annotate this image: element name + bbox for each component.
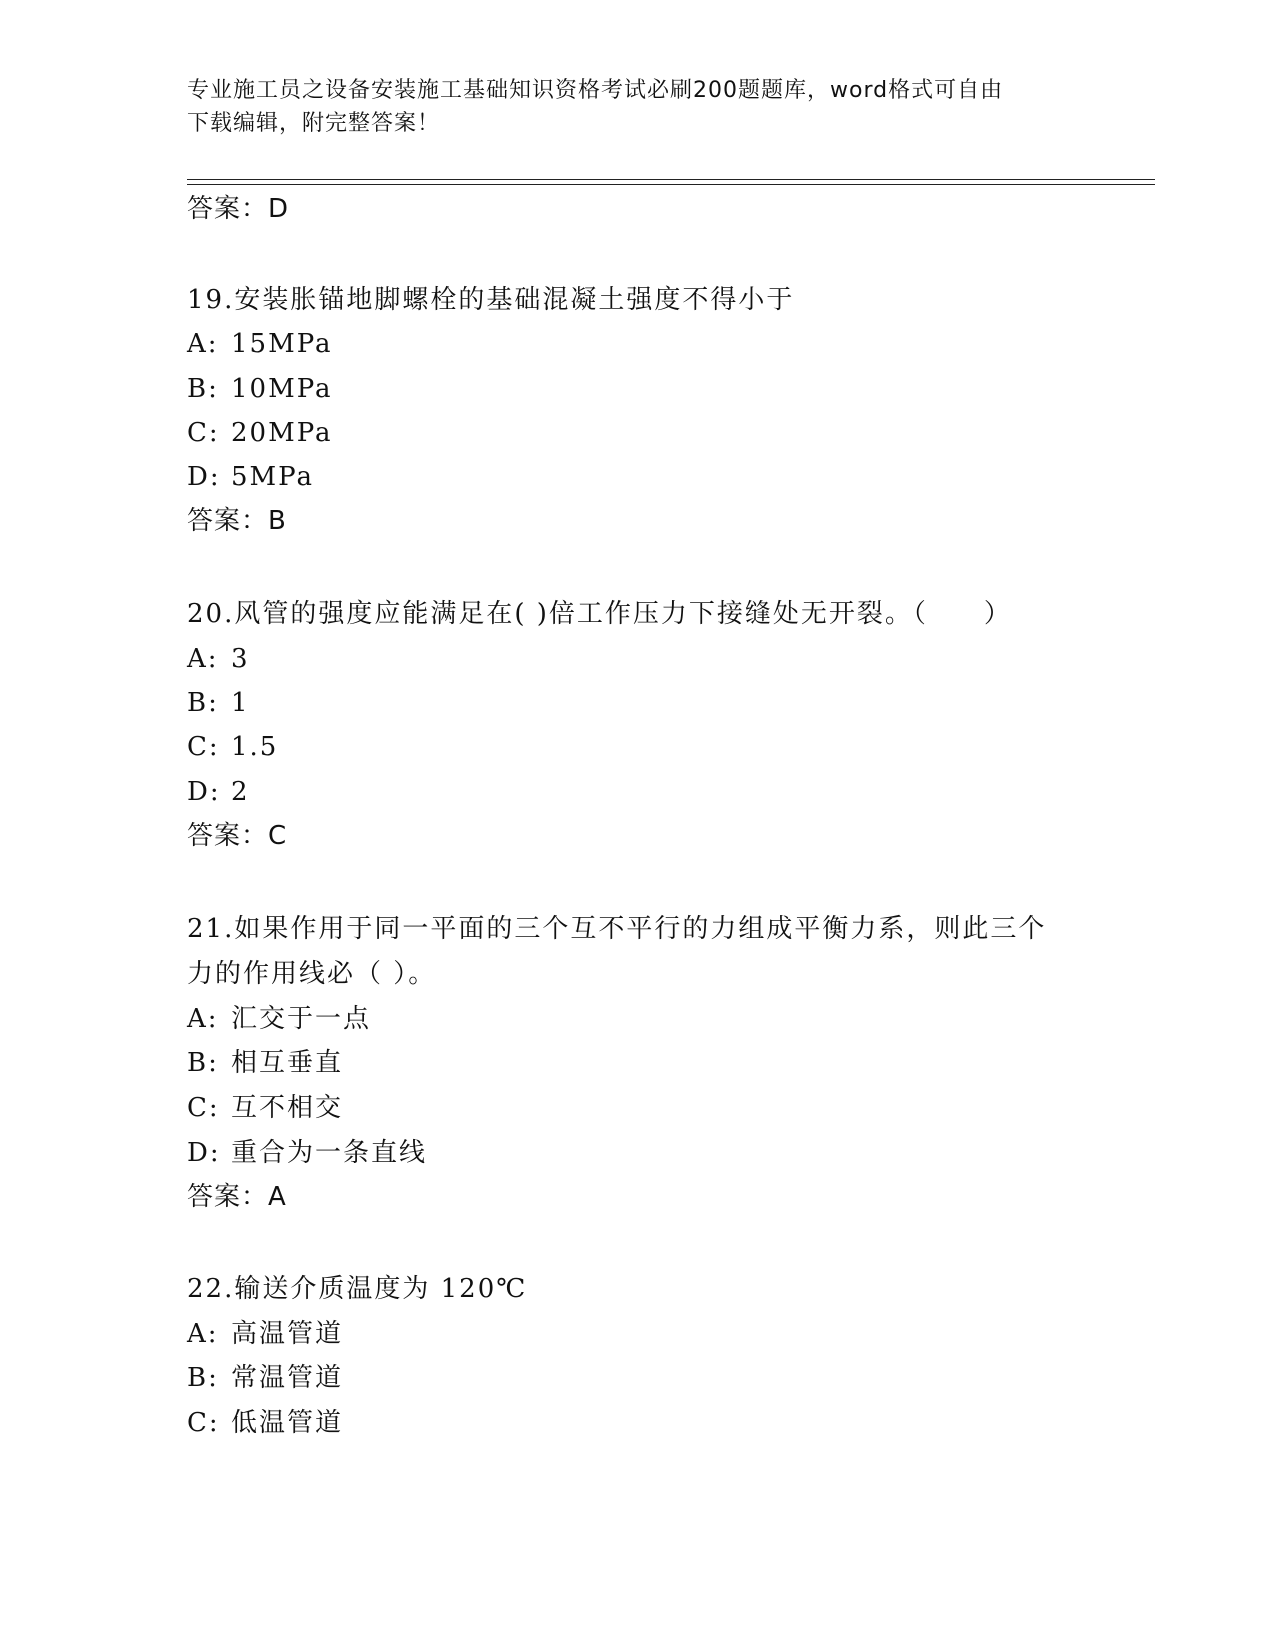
question-20-option-a	[187, 643, 250, 675]
option-text: 1	[231, 688, 250, 718]
option-key: B:	[187, 374, 219, 404]
question-20-option-c	[187, 731, 278, 763]
option-key: C:	[187, 418, 220, 448]
option-key: C:	[187, 1093, 220, 1123]
question-19-option-c	[187, 417, 333, 449]
question-22-option-c	[187, 1407, 343, 1439]
option-text: 2	[231, 777, 250, 807]
question-22-option-a	[187, 1318, 343, 1350]
option-key: A:	[187, 1319, 219, 1349]
question-21-option-d	[187, 1137, 427, 1169]
header-line-2: 下载编辑，附完整答案！	[187, 111, 441, 136]
option-text: 3	[231, 644, 250, 674]
option-key: A:	[187, 644, 219, 674]
option-key: D:	[187, 777, 221, 807]
option-text: 常温管道	[231, 1363, 344, 1393]
option-text: 15MPa	[231, 329, 333, 359]
question-20-stem: 20.风管的强度应能满足在( )倍工作压力下接缝处无开裂。（ ）	[187, 599, 1012, 629]
answer-previous: 答案：D	[187, 194, 290, 224]
option-text: 高温管道	[231, 1319, 344, 1349]
option-text: 5MPa	[231, 462, 314, 492]
option-key: A:	[187, 329, 219, 359]
option-key: D:	[187, 462, 221, 492]
question-21-option-a	[187, 1003, 371, 1035]
option-key: D:	[187, 1138, 221, 1168]
document-header	[187, 74, 1087, 140]
header-rule-top	[187, 179, 1155, 180]
question-19-stem: 19.安装胀锚地脚螺栓的基础混凝土强度不得小于	[187, 285, 795, 315]
option-key: C:	[187, 1408, 220, 1438]
question-19-option-d	[187, 461, 314, 493]
question-20-option-b	[187, 687, 250, 719]
option-text: 重合为一条直线	[231, 1138, 428, 1168]
question-21-stem-continued: 力的作用线必（ ）。	[187, 959, 437, 989]
header-line-1: 专业施工员之设备安装施工基础知识资格考试必刷200题题库，word格式可自由	[187, 78, 1004, 103]
option-text: 10MPa	[231, 374, 333, 404]
question-21-answer: 答案：A	[187, 1182, 287, 1212]
option-key: C:	[187, 732, 220, 762]
question-22-option-b	[187, 1362, 343, 1394]
option-key: B:	[187, 1363, 219, 1393]
question-22-stem: 22.输送介质温度为 120℃	[187, 1274, 528, 1304]
option-key: A:	[187, 1004, 219, 1034]
question-19-answer: 答案：B	[187, 506, 287, 536]
option-text: 汇交于一点	[231, 1004, 372, 1034]
option-key: B:	[187, 1048, 219, 1078]
header-rule-bottom	[187, 184, 1155, 185]
option-text: 20MPa	[231, 418, 333, 448]
question-20-answer: 答案：C	[187, 821, 288, 851]
option-text: 1.5	[231, 732, 279, 762]
question-21-option-b	[187, 1047, 343, 1079]
question-20-option-d	[187, 776, 250, 808]
question-21-option-c	[187, 1092, 343, 1124]
question-19-option-a	[187, 328, 333, 360]
question-21-stem: 21.如果作用于同一平面的三个互不平行的力组成平衡力系，则此三个	[187, 914, 1047, 944]
option-text: 互不相交	[231, 1093, 344, 1123]
option-key: B:	[187, 688, 219, 718]
question-19-option-b	[187, 373, 333, 405]
option-text: 相互垂直	[231, 1048, 344, 1078]
option-text: 低温管道	[231, 1408, 344, 1438]
